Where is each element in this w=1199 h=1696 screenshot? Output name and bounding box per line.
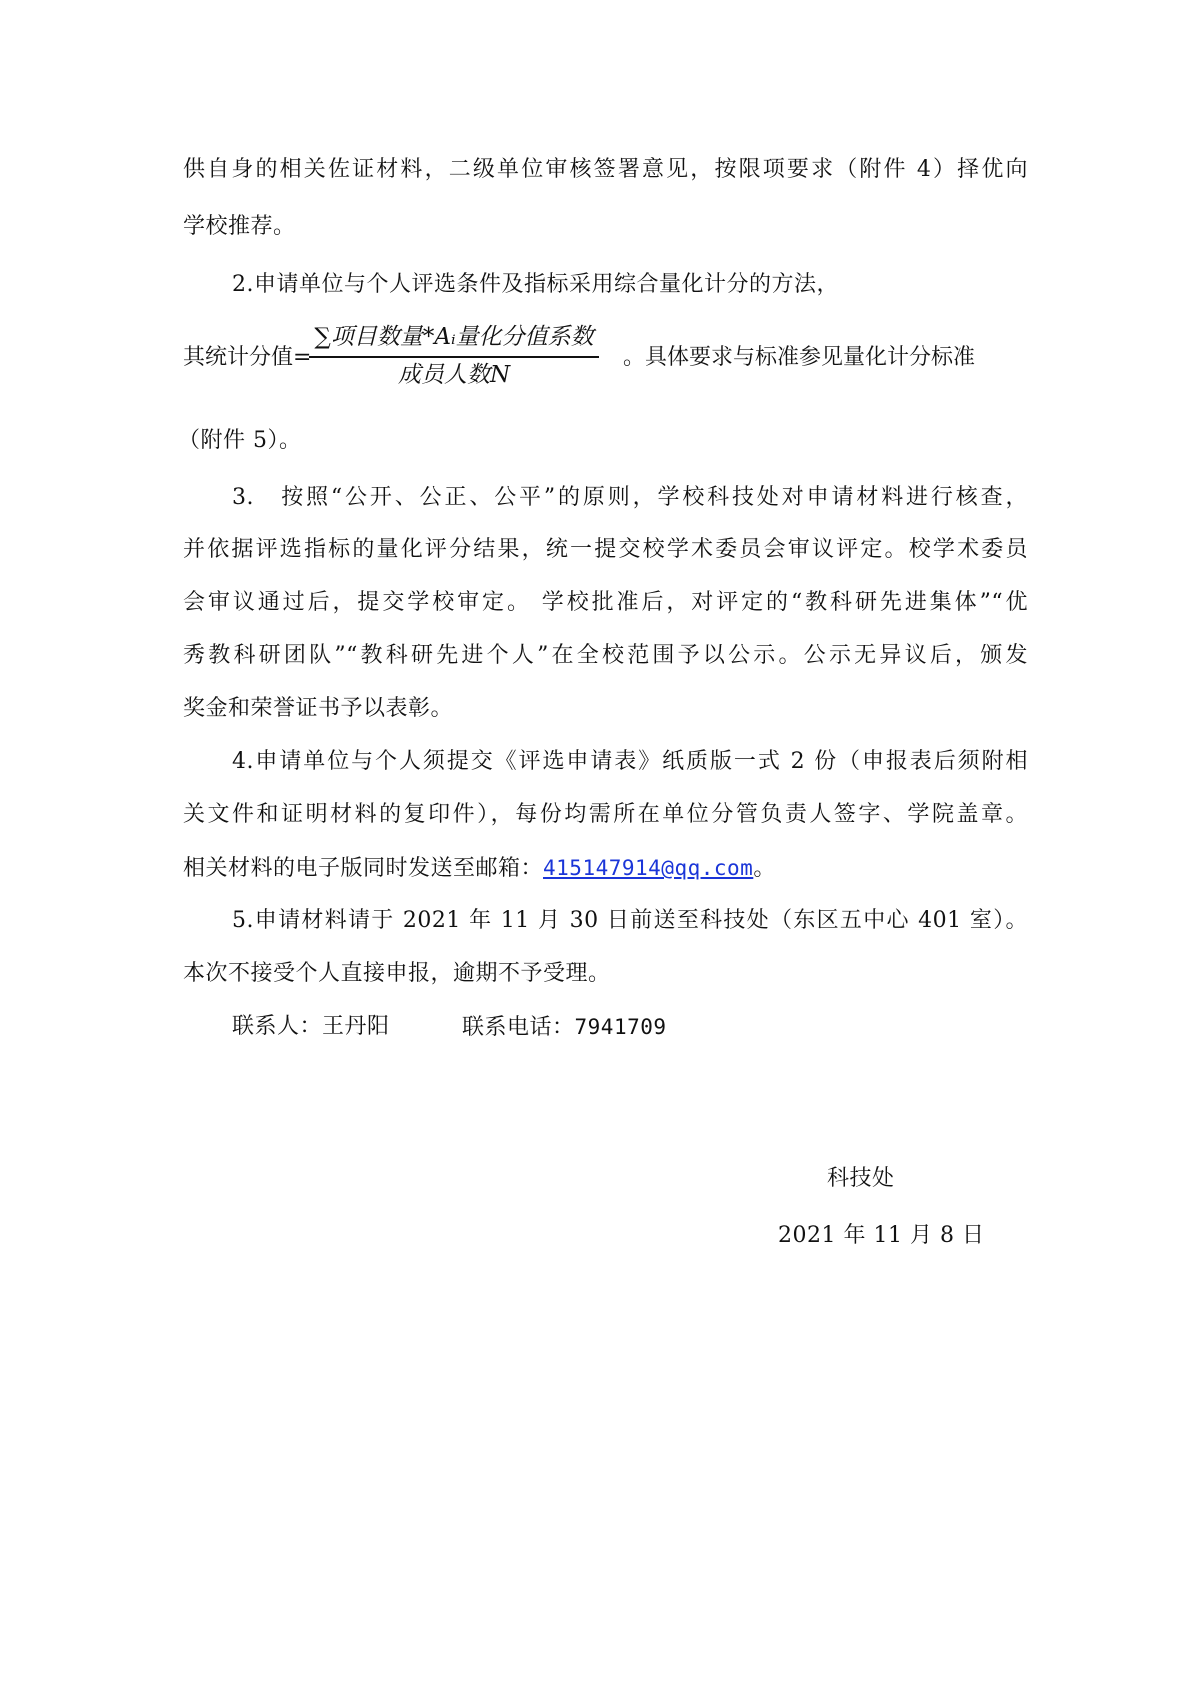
- formula-suffix: 。具体要求与标准参见量化计分标准: [623, 345, 976, 370]
- paragraph-3-line-3: 会审议通过后，提交学校审定。 学校批准后，对评定的“教科研先进集体”“优: [183, 590, 1028, 615]
- paragraph-4-line-1: 4.申请单位与个人须提交《评选申请表》纸质版一式 2 份（申报表后须附相: [232, 749, 1028, 774]
- email-label: 相关材料的电子版同时发送至邮箱：: [183, 856, 544, 881]
- paragraph-1-line-1: 供自身的相关佐证材料，二级单位审核签署意见，按限项要求（附件 4）择优向: [183, 157, 1028, 182]
- paragraph-4-line-3: [183, 853, 776, 884]
- paragraph-5-line-2: 本次不接受个人直接申报，逾期不予受理。: [183, 961, 611, 986]
- paragraph-3-line-4: 秀教科研团队”“教科研先进个人”在全校范围予以公示。公示无异议后，颁发: [183, 643, 1028, 668]
- score-formula-line: [183, 322, 1028, 392]
- formula-denominator: 成员人数N: [397, 362, 511, 388]
- signature-date: 2021 年 11 月 8 日: [778, 1223, 985, 1248]
- formula-prefix: 其统计分值=: [183, 345, 312, 370]
- contact-phone-label: 联系电话：: [462, 1015, 575, 1040]
- email-link[interactable]: 415147914@qq.com: [543, 856, 754, 880]
- paragraph-3-line-1: 3. 按照“公开、公正、公平”的原则，学校科技处对申请材料进行核查，: [232, 485, 1028, 510]
- contact-person: 联系人：王丹阳: [232, 1014, 390, 1039]
- formula-numerator: ∑项目数量*Aᵢ量化分值系数: [314, 324, 594, 350]
- paragraph-2-line-1: 2.申请单位与个人评选条件及指标采用综合量化计分的方法，: [232, 272, 839, 297]
- contact-phone-number: 7941709: [574, 1015, 667, 1039]
- paragraph-4-line-2: 关文件和证明材料的复印件），每份均需所在单位分管负责人签字、学院盖章。: [183, 802, 1028, 827]
- contact-phone: [462, 1012, 667, 1043]
- paragraph-1-line-2: 学校推荐。: [183, 214, 296, 239]
- paragraph-3-line-2: 并依据评选指标的量化评分结果，统一提交校学术委员会审议评定。校学术委员: [183, 537, 1028, 562]
- fraction-bar: [309, 356, 599, 358]
- email-line-end: 。: [753, 856, 776, 881]
- score-formula: [309, 322, 599, 392]
- paragraph-5-line-1: 5.申请材料请于 2021 年 11 月 30 日前送至科技处（东区五中心 401 室）。: [232, 908, 1028, 933]
- paragraph-2-line-3: （附件 5）。: [178, 428, 302, 453]
- signature-department: 科技处: [827, 1166, 895, 1191]
- paragraph-3-line-5: 奖金和荣誉证书予以表彰。: [183, 696, 454, 721]
